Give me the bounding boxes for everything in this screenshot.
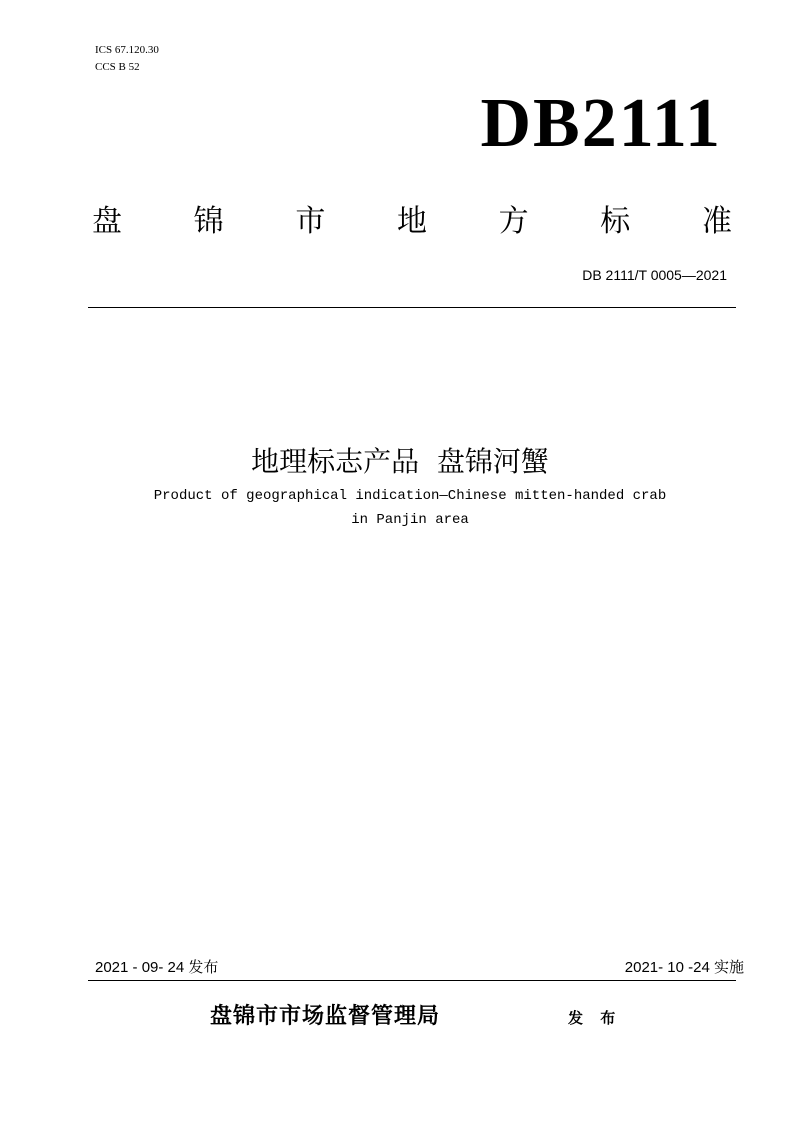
implement-date: 2021- 10 -24 实施 (624, 959, 744, 976)
db-code: DB2111 (480, 85, 722, 162)
bottom-divider (88, 980, 736, 981)
publish-label: 发 布 (568, 1009, 622, 1027)
standard-type-char: 市 (295, 204, 326, 239)
top-divider (88, 307, 736, 308)
issue-date: 2021 - 09- 24 发布 (95, 959, 219, 976)
publisher-name: 盘锦市市场监督管理局 (210, 1004, 441, 1029)
standard-type-char: 锦 (193, 204, 224, 239)
standard-type-char: 方 (498, 204, 529, 239)
standard-number: DB 2111/T 0005—2021 (582, 267, 727, 283)
title-english-line2: in Panjin area (351, 512, 469, 528)
title-english (0, 484, 800, 532)
standard-type-char: 准 (701, 204, 732, 239)
ccs-code: CCS B 52 (95, 61, 140, 73)
title-chinese: 地理标志产品 盘锦河蟹 (251, 445, 549, 478)
ics-code: ICS 67.120.30 (95, 44, 159, 56)
standard-type-heading (92, 200, 732, 244)
classification-codes (95, 42, 159, 76)
standard-type-char: 地 (396, 204, 427, 239)
title-english-line1: Product of geographical indication—Chinese mitten-handed crab (153, 488, 667, 504)
standard-type-char: 标 (600, 204, 631, 239)
standard-type-char: 盘 (92, 204, 122, 239)
